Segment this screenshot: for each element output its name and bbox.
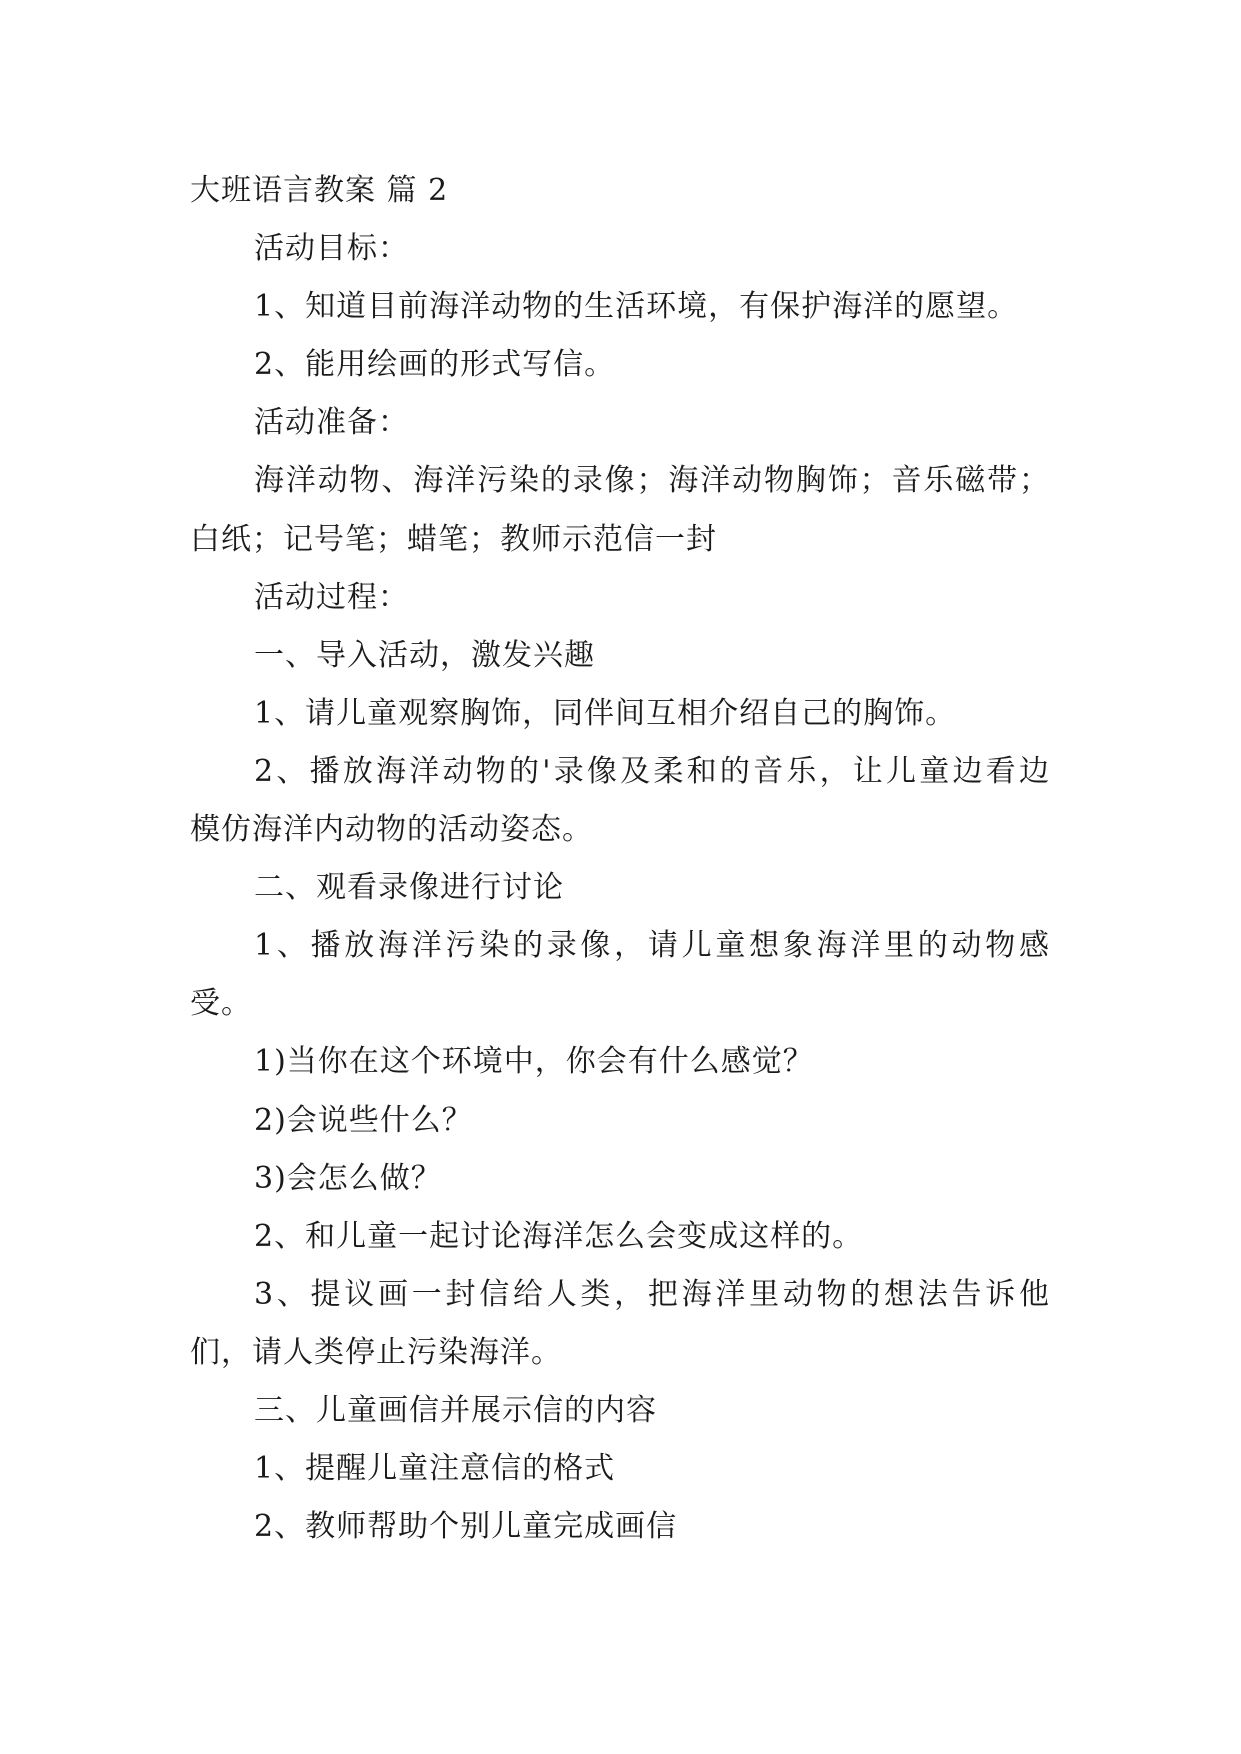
goal-item-1: 1、知道目前海洋动物的生活环境，有保护海洋的愿望。 bbox=[254, 289, 1019, 325]
heading-activity-process: 活动过程： bbox=[254, 579, 409, 615]
process-item-1-1: 1、请儿童观察胸饰，同伴间互相介绍自己的胸饰。 bbox=[254, 695, 957, 731]
process-item-2-1-line-1: 1、播放海洋污染的录像，请儿童想象海洋里的动物感 bbox=[254, 928, 1050, 964]
document-title: 大班语言教案 篇 2 bbox=[190, 173, 449, 208]
preparation-text-line-2: 白纸；记号笔；蜡笔；教师示范信一封 bbox=[190, 521, 717, 557]
process-item-2-1-line-2: 受。 bbox=[190, 986, 252, 1022]
question-3: 3)会怎么做？ bbox=[254, 1160, 442, 1196]
section-heading-2: 二、观看录像进行讨论 bbox=[254, 870, 564, 906]
preparation-text-line-1: 海洋动物、海洋污染的录像；海洋动物胸饰；音乐磁带； bbox=[254, 463, 1050, 499]
question-1: 1)当你在这个环境中，你会有什么感觉？ bbox=[254, 1044, 814, 1080]
section-heading-1: 一、导入活动，激发兴趣 bbox=[254, 637, 595, 673]
process-item-2-2: 2、和儿童一起讨论海洋怎么会变成这样的。 bbox=[254, 1218, 864, 1254]
heading-activity-goals: 活动目标： bbox=[254, 231, 409, 267]
heading-activity-preparation: 活动准备： bbox=[254, 405, 409, 441]
section-heading-3: 三、儿童画信并展示信的内容 bbox=[254, 1392, 657, 1428]
document-body bbox=[190, 162, 1050, 1556]
process-item-1-2-line-1: 2、播放海洋动物的'录像及柔和的音乐，让儿童边看边 bbox=[254, 753, 1050, 789]
question-2: 2)会说些什么？ bbox=[254, 1102, 473, 1138]
process-item-3-2: 2、教师帮助个别儿童完成画信 bbox=[254, 1509, 678, 1545]
process-item-2-3-line-1: 3、提议画一封信给人类，把海洋里动物的想法告诉他 bbox=[254, 1276, 1050, 1312]
process-item-3-1: 1、提醒儿童注意信的格式 bbox=[254, 1451, 616, 1487]
process-item-2-3-line-2: 们，请人类停止污染海洋。 bbox=[190, 1334, 562, 1370]
process-item-1-2-line-2: 模仿海洋内动物的活动姿态。 bbox=[190, 812, 593, 848]
goal-item-2: 2、能用绘画的形式写信。 bbox=[254, 347, 616, 383]
